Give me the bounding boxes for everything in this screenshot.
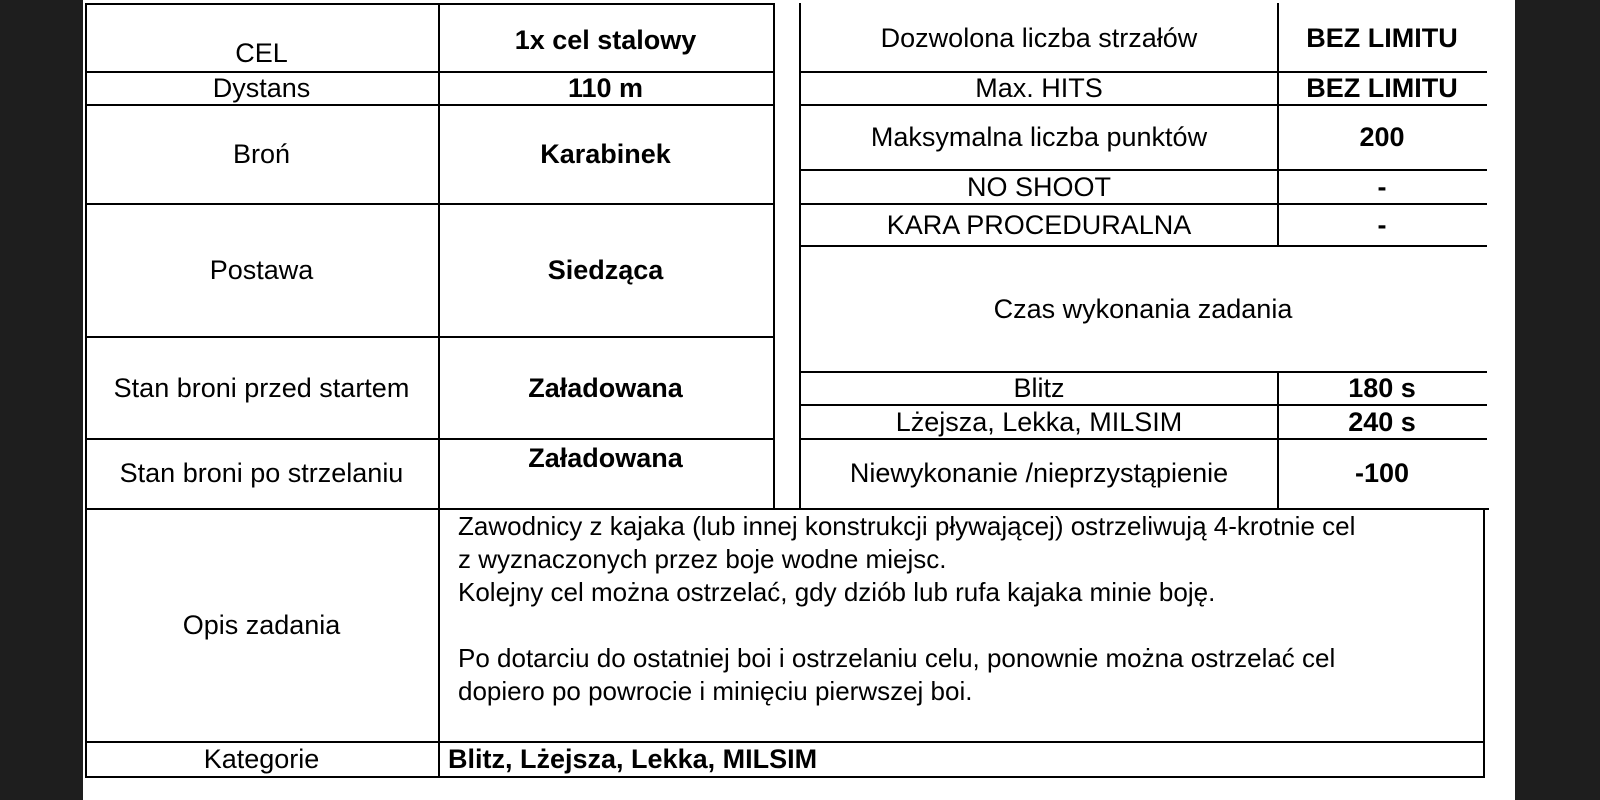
left-label-stance: Postawa	[209, 255, 314, 286]
grid-line	[85, 203, 774, 205]
grid-line	[773, 3, 775, 508]
right-label-no-shoot: NO SHOOT	[966, 171, 1111, 202]
grid-line	[85, 508, 1489, 510]
grid-line	[85, 438, 774, 440]
grid-line	[799, 104, 1487, 106]
grid-line	[799, 438, 1487, 440]
grid-line	[85, 104, 774, 106]
description-line: Po dotarciu do ostatniej boi i ostrzelaniu celu, ponownie można ostrzelać cel	[458, 643, 1336, 673]
description-line: Kolejny cel można ostrzelać, gdy dziób lub rufa kajaka minie boję.	[458, 577, 1216, 607]
grid-line	[799, 169, 1487, 171]
grid-line	[85, 508, 87, 778]
time-label-blitz: Blitz	[1013, 373, 1065, 404]
left-label-state-before: Stan broni przed startem	[113, 372, 410, 403]
grid-line	[799, 245, 1487, 247]
right-label-shots-allowed: Dozwolona liczba strzałów	[880, 22, 1198, 53]
grid-line	[85, 741, 1484, 743]
left-value-state-before: Załadowana	[528, 372, 683, 403]
right-label-procedural-penalty: KARA PROCEDURALNA	[886, 209, 1192, 240]
categories-label: Kategorie	[203, 744, 320, 775]
right-value-procedural-penalty: -	[1377, 209, 1387, 240]
grid-line	[85, 336, 774, 338]
grid-line	[799, 203, 1487, 205]
right-value-max-hits: BEZ LIMITU	[1306, 73, 1458, 104]
time-value-other: 240 s	[1348, 406, 1416, 437]
time-header: Czas wykonania zadania	[993, 293, 1293, 324]
left-value-target: 1x cel stalowy	[514, 25, 697, 55]
description-text	[458, 510, 1488, 708]
grid-line	[438, 508, 440, 778]
left-value-state-after: Załadowana	[528, 442, 683, 473]
right-value-shots-allowed: BEZ LIMITU	[1306, 22, 1458, 53]
grid-line	[799, 3, 801, 508]
document-page	[83, 0, 1515, 800]
left-label-target: CEL	[235, 37, 288, 68]
left-label-weapon: Broń	[232, 139, 291, 170]
grid-line	[1277, 3, 1279, 246]
right-value-max-points: 200	[1359, 122, 1405, 153]
time-label-failure: Niewykonanie /nieprzystąpienie	[849, 457, 1229, 488]
grid-line	[438, 3, 440, 508]
grid-line	[1483, 508, 1485, 778]
right-value-no-shoot: -	[1377, 171, 1387, 202]
grid-line	[85, 776, 1484, 778]
grid-line	[85, 3, 87, 508]
grid-line	[85, 71, 774, 73]
description-line: dopiero po powrocie i minięciu pierwszej boi.	[458, 676, 973, 706]
right-label-max-hits: Max. HITS	[975, 73, 1103, 104]
left-label-distance: Dystans	[212, 73, 311, 104]
description-line: Zawodnicy z kajaka (lub innej konstrukcji pływającej) ostrzeliwują 4-krotnie cel	[458, 511, 1356, 541]
grid-line	[1277, 371, 1279, 508]
time-label-other: Lżejsza, Lekka, MILSIM	[895, 406, 1183, 437]
description-label: Opis zadania	[182, 610, 341, 641]
grid-line	[799, 71, 1487, 73]
left-value-weapon: Karabinek	[540, 139, 671, 170]
categories-value: Blitz, Lżejsza, Lekka, MILSIM	[448, 744, 818, 775]
stage-spec-table	[83, 0, 1515, 800]
left-value-distance: 110 m	[567, 73, 644, 104]
grid-line	[85, 3, 774, 5]
right-label-max-points: Maksymalna liczba punktów	[870, 122, 1208, 153]
left-label-state-after: Stan broni po strzelaniu	[119, 457, 404, 488]
grid-line	[799, 404, 1487, 406]
time-value-blitz: 180 s	[1348, 373, 1416, 404]
grid-line	[799, 371, 1487, 373]
description-line: z wyznaczonych przez boje wodne miejsc.	[458, 544, 947, 574]
time-value-failure: -100	[1354, 457, 1410, 488]
left-value-stance: Siedząca	[547, 255, 664, 286]
